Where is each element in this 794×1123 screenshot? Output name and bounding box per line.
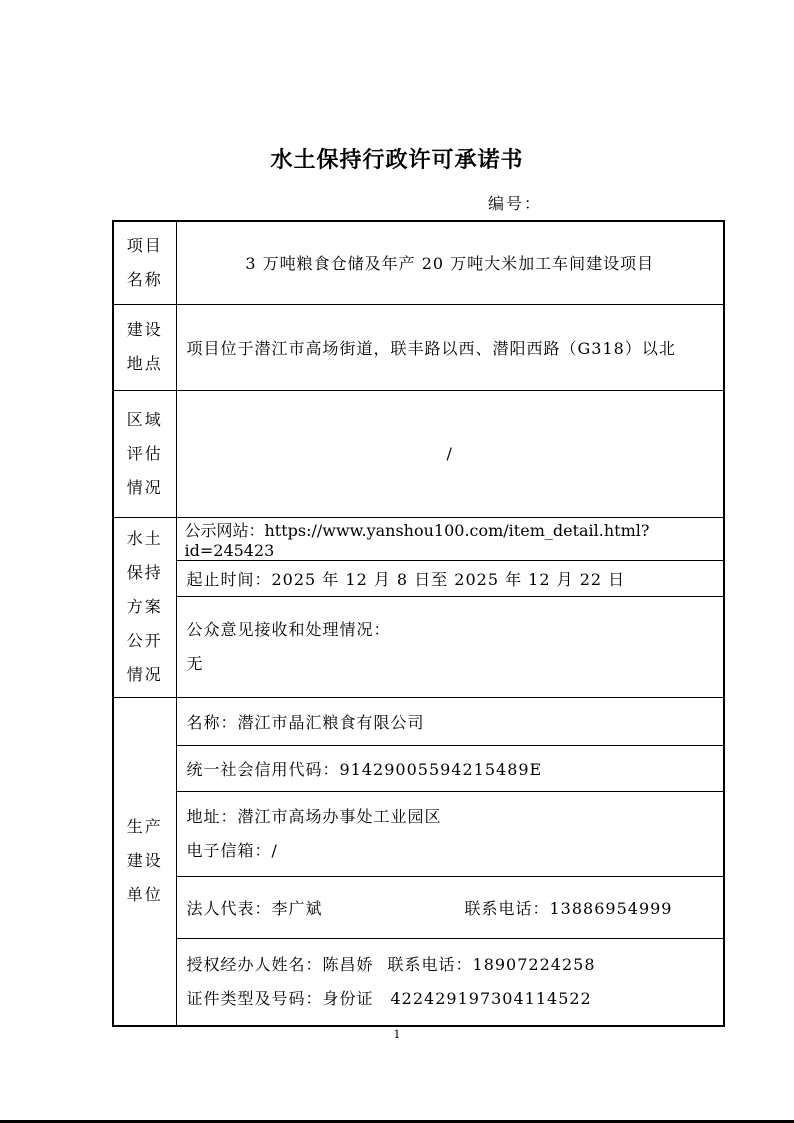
commitment-form-table bbox=[112, 220, 725, 1027]
label-unit: 生产 建设 单位 bbox=[113, 697, 176, 1026]
disclosure-opinions bbox=[176, 596, 724, 697]
row-disclosure-period bbox=[113, 560, 724, 596]
unit-legal-phone: 联系电话：13886954999 bbox=[464, 898, 673, 918]
unit-legal-rep-cell bbox=[176, 876, 724, 938]
opinions-value: 无 bbox=[186, 653, 204, 673]
row-disclosure-opinions bbox=[113, 596, 724, 697]
unit-email: 电子信箱：/ bbox=[186, 840, 278, 860]
project-name-value: 3 万吨粮食仓储及年产 20 万吨大米加工车间建设项目 bbox=[176, 221, 724, 304]
page-number: 1 bbox=[393, 1028, 401, 1041]
row-unit-name bbox=[113, 697, 724, 745]
disclosure-period: 起止时间：2025 年 12 月 8 日至 2025 年 12 月 22 日 bbox=[176, 560, 724, 596]
number-label: 编号： bbox=[488, 194, 543, 213]
label-regional-assessment: 区域 评估 情况 bbox=[113, 390, 176, 517]
label-location: 建设 地点 bbox=[113, 304, 176, 390]
document-title: 水土保持行政许可承诺书 bbox=[270, 147, 524, 173]
unit-legal-rep: 法人代表：李广斌 bbox=[186, 898, 323, 918]
unit-name: 名称：潜江市晶汇粮食有限公司 bbox=[176, 697, 724, 745]
unit-agent: 授权经办人姓名：陈昌娇 bbox=[186, 954, 374, 974]
unit-address: 地址：潜江市高场办事处工业园区 bbox=[186, 806, 442, 826]
opinions-label: 公众意见接收和处理情况： bbox=[186, 619, 391, 639]
row-unit-address bbox=[113, 791, 724, 876]
row-regional-assessment bbox=[113, 390, 724, 517]
row-disclosure-website bbox=[113, 517, 724, 560]
label-disclosure: 水土 保持 方案 公开 情况 bbox=[113, 517, 176, 697]
regional-assessment-value: / bbox=[176, 390, 724, 517]
disclosure-website: 公示网站：https://www.yanshou100.com/item_detail.html?id=245423 bbox=[176, 517, 724, 560]
unit-agent-phone: 联系电话：18907224258 bbox=[387, 954, 596, 974]
unit-address-email bbox=[176, 791, 724, 876]
unit-id-info: 证件类型及号码：身份证 422429197304114522 bbox=[186, 988, 592, 1008]
location-value: 项目位于潜江市高场街道，联丰路以西、潜阳西路（G318）以北 bbox=[176, 304, 724, 390]
row-unit-agent bbox=[113, 938, 724, 1026]
unit-credit-code: 统一社会信用代码：91429005594215489E bbox=[176, 745, 724, 791]
row-unit-legal-rep bbox=[113, 876, 724, 938]
unit-agent-cell bbox=[176, 938, 724, 1026]
row-unit-credit-code bbox=[113, 745, 724, 791]
row-project-name bbox=[113, 221, 724, 304]
label-project-name: 项目 名称 bbox=[113, 221, 176, 304]
row-location bbox=[113, 304, 724, 390]
